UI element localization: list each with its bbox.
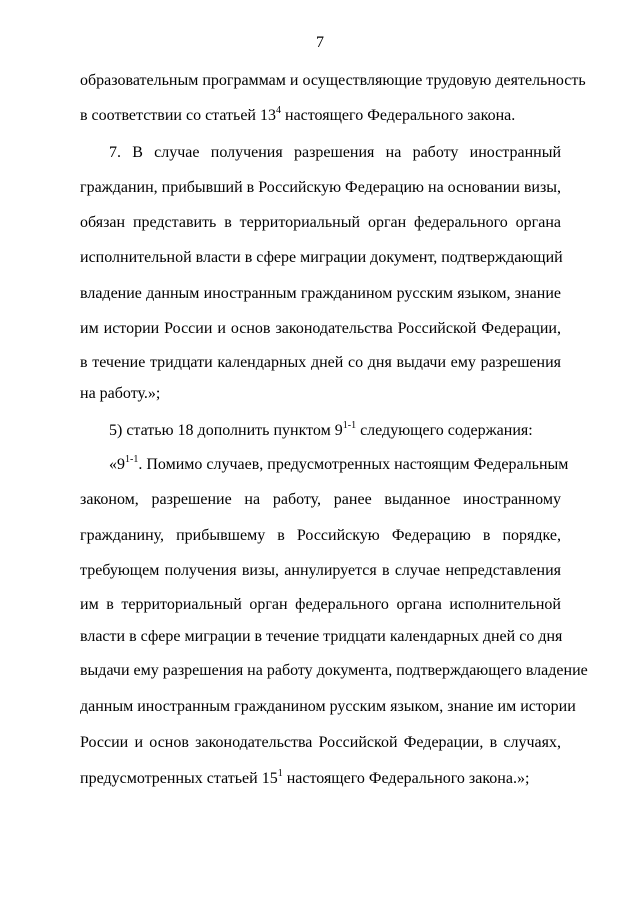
text-line: на работу.»;	[80, 385, 161, 402]
superscript: 1-1	[125, 453, 139, 465]
text-line: требующем получения визы, аннулируется в случае непредставления	[80, 562, 561, 579]
text-line: в соответствии со статьей $13^4$ настоящего Федерального закона.	[80, 104, 516, 124]
text-line: «9$^{1-1}$. Помимо случаев, предусмотренных настоящим Федеральным	[109, 453, 569, 473]
text-line: им истории России и основ законодательства Российской Федерации,	[80, 320, 561, 337]
text-line: исполнительной власти в сфере миграции документ, подтверждающий	[80, 249, 563, 266]
text-line: 7. В случае получения разрешения на работу иностранный	[109, 144, 561, 161]
text-line: образовательным программам и осуществляющие трудовую деятельность	[80, 72, 586, 89]
text-line: гражданину, прибывшему в Российскую Федерацию в порядке,	[80, 527, 561, 544]
text-line: гражданин, прибывший в Российскую Федерацию на основании визы,	[80, 179, 562, 196]
text-line: обязан представить в территориальный орган федерального органа	[80, 214, 561, 231]
text-line: выдачи ему разрешения на работу документа, подтверждающего владение	[80, 662, 588, 679]
text-line: в течение тридцати календарных дней со дня выдачи ему разрешения	[80, 354, 561, 371]
text-line: 5) статью 18 дополнить пунктом 9$^{1-1}$ следующего содержания:	[109, 419, 533, 439]
text-line: России и основ законодательства Российской Федерации, в случаях,	[80, 734, 561, 751]
text-line: им в территориальный орган федерального органа исполнительной	[80, 596, 561, 613]
text-line: данным иностранным гражданином русским языком, знание им истории	[80, 698, 576, 715]
text-line: предусмотренных статьей $15^1$ настоящего Федерального закона.»;	[80, 767, 530, 787]
superscript: 1	[277, 767, 283, 779]
superscript: 4	[276, 104, 281, 116]
page-number: 7	[316, 34, 324, 51]
text-line: законом, разрешение на работу, ранее выданное иностранному	[80, 491, 561, 508]
text-line: владение данным иностранным гражданином русским языком, знание	[80, 285, 561, 302]
text-line: власти в сфере миграции в течение тридцати календарных дней со дня	[80, 628, 563, 645]
superscript: 1-1	[342, 419, 357, 431]
